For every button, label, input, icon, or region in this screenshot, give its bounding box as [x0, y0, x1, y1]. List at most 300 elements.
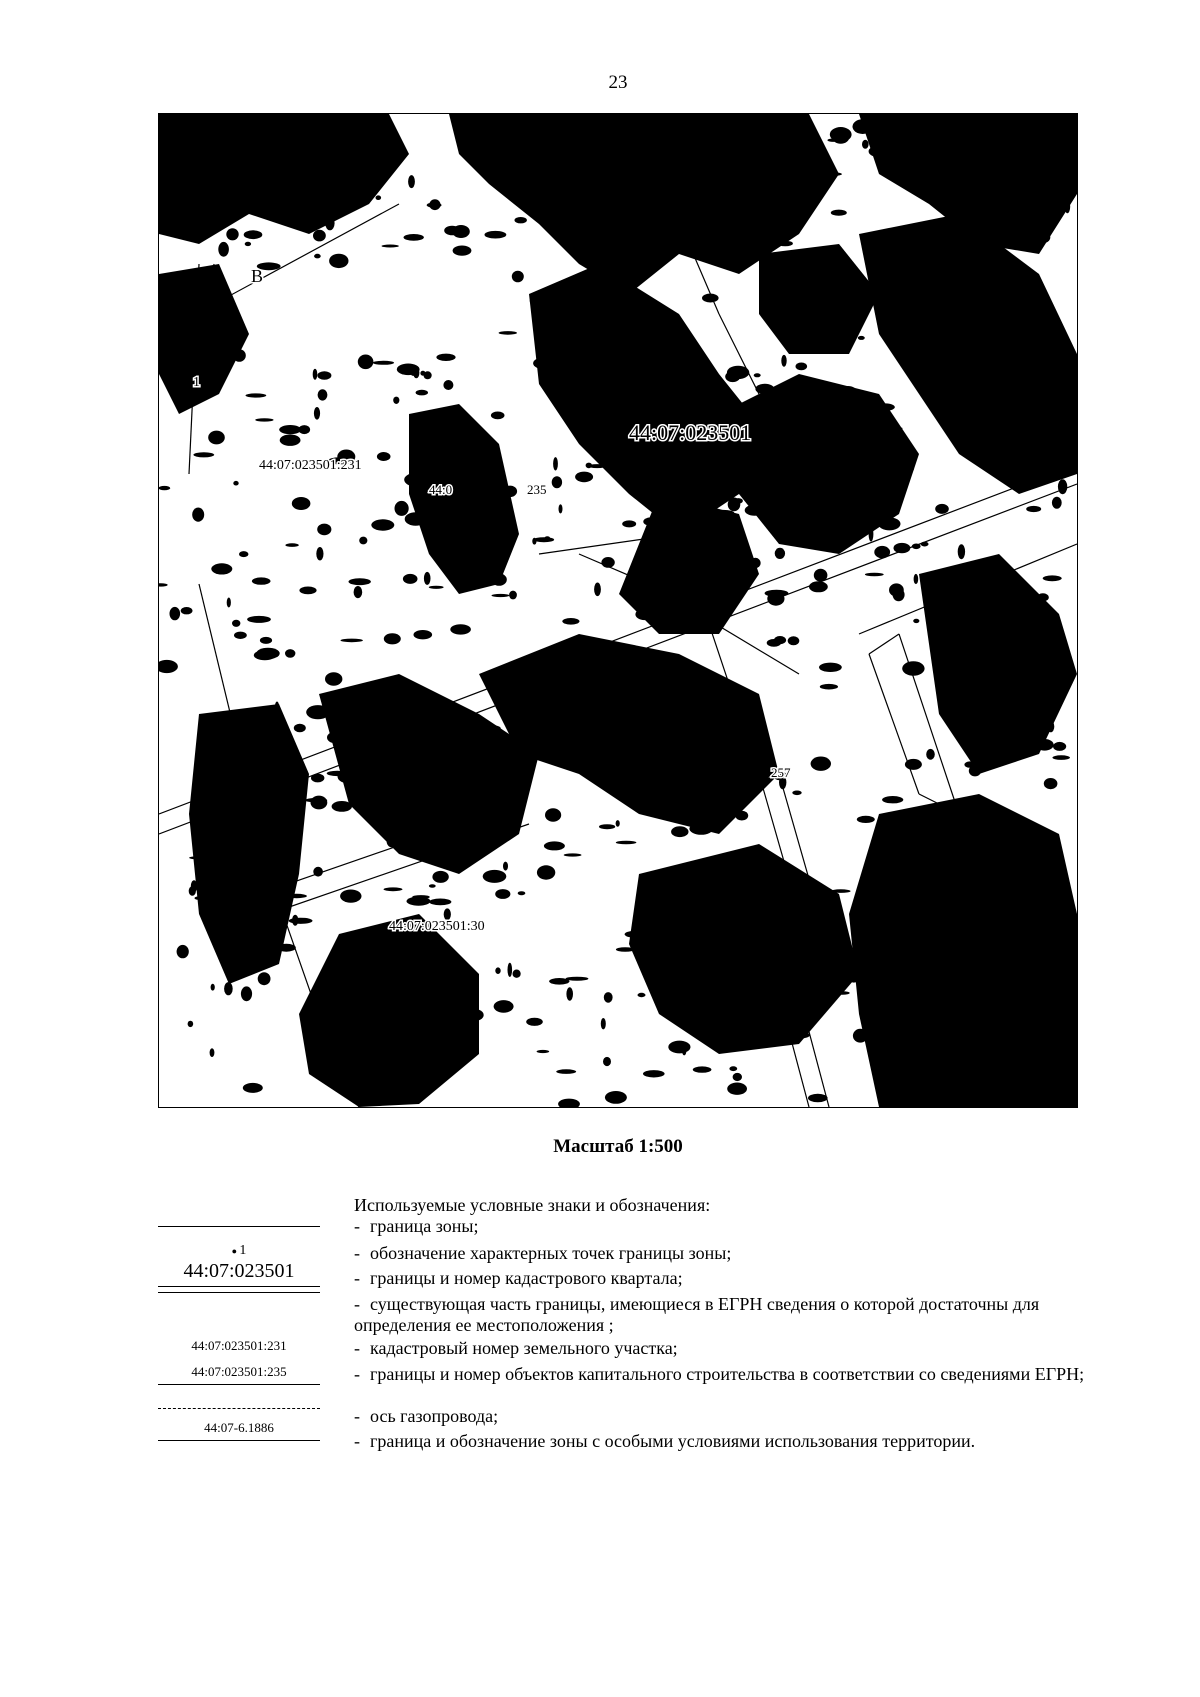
legend-symbol-gas-pipe-axis — [158, 1408, 320, 1409]
speckle — [384, 887, 403, 891]
speckle — [648, 233, 652, 237]
speckle — [514, 771, 522, 784]
speckle — [1006, 895, 1028, 902]
speckle — [494, 1000, 514, 1013]
legend-item — [354, 1216, 1134, 1237]
speckle — [211, 859, 219, 865]
speckle — [932, 334, 940, 344]
speckle — [811, 757, 831, 771]
speckle — [780, 520, 784, 525]
speckle — [993, 911, 1010, 914]
speckle — [886, 427, 903, 430]
legend-bullet: - — [354, 1364, 360, 1384]
speckle — [189, 856, 211, 859]
speckle — [652, 199, 657, 203]
speckle — [1038, 1047, 1060, 1055]
speckle — [491, 573, 506, 585]
speckle — [1043, 575, 1062, 581]
speckle — [772, 896, 787, 901]
speckle — [237, 956, 248, 963]
speckle — [170, 607, 181, 620]
speckle — [857, 945, 864, 957]
speckle — [1036, 838, 1059, 850]
speckle — [473, 555, 484, 558]
speckle — [992, 849, 997, 860]
speckle — [349, 578, 371, 585]
speckle — [554, 141, 577, 150]
speckle — [429, 899, 451, 906]
speckle — [880, 302, 896, 308]
speckle — [768, 1032, 780, 1041]
speckle — [794, 305, 815, 318]
speckle — [719, 584, 737, 595]
page-number: 23 — [608, 72, 628, 93]
speckle — [783, 214, 790, 224]
speckle — [436, 354, 455, 361]
speckle — [285, 649, 295, 658]
speckle — [616, 820, 620, 827]
speckle — [495, 967, 500, 974]
speckle — [747, 155, 768, 162]
speckle — [643, 517, 658, 525]
speckle — [189, 886, 196, 896]
speckle — [413, 367, 419, 378]
speckle — [775, 168, 791, 180]
speckle — [464, 1009, 484, 1021]
speckle — [408, 175, 415, 188]
speckle — [509, 591, 517, 600]
speckle — [728, 251, 749, 255]
speckle — [804, 333, 814, 344]
speckle — [1009, 871, 1029, 878]
speckle — [252, 577, 271, 584]
speckle — [590, 401, 600, 413]
speckle — [492, 594, 510, 597]
speckle — [976, 809, 982, 821]
speckle — [272, 801, 291, 811]
legend-symbol-zone-boundary — [158, 1226, 320, 1227]
legend-bullet: - — [354, 1243, 360, 1263]
legend-item-text: существующая часть границы, имеющиеся в ЕГРН сведения о которой достаточны для определения ее местоположения ; — [354, 1294, 1040, 1335]
speckle — [279, 425, 301, 434]
speckle — [530, 296, 542, 307]
speckle — [966, 844, 981, 856]
speckle — [668, 741, 679, 751]
speckle — [635, 609, 653, 621]
speckle — [395, 501, 409, 516]
speckle — [881, 492, 905, 495]
speckle — [483, 870, 507, 883]
speckle — [425, 1000, 438, 1005]
speckle — [616, 841, 637, 845]
speckle — [210, 1048, 215, 1057]
speckle — [559, 504, 563, 513]
speckle — [554, 222, 561, 227]
speckle — [836, 312, 848, 326]
speckle — [972, 323, 995, 331]
speckle — [254, 199, 263, 212]
speckle — [218, 242, 229, 257]
speckle — [266, 940, 272, 945]
speckle — [414, 630, 433, 639]
speckle — [1021, 284, 1033, 298]
speckle — [424, 371, 432, 379]
legend-bullet: - — [354, 1338, 360, 1358]
speckle — [227, 598, 231, 608]
speckle — [788, 636, 800, 645]
speckle — [926, 1082, 935, 1095]
speckle — [910, 462, 915, 471]
speckle — [686, 372, 701, 380]
speckle — [787, 437, 803, 445]
speckle — [556, 1069, 576, 1074]
speckle — [702, 455, 723, 469]
speckle — [743, 858, 759, 868]
speckle — [355, 989, 361, 1002]
speckle — [354, 586, 363, 598]
speckle — [306, 705, 329, 719]
speckle — [977, 841, 991, 846]
speckle — [177, 945, 189, 958]
speckle — [981, 900, 994, 904]
speckle — [377, 452, 391, 461]
speckle — [323, 184, 332, 193]
speckle — [388, 707, 394, 716]
speckle — [697, 966, 707, 969]
speckle — [993, 413, 1017, 426]
speckle — [1053, 742, 1066, 751]
speckle — [602, 345, 612, 358]
speckle — [1047, 895, 1065, 908]
speckle — [929, 836, 935, 847]
speckle — [671, 390, 694, 395]
speckle — [732, 572, 742, 581]
speckle — [776, 436, 782, 442]
speckle — [453, 246, 472, 256]
speckle — [657, 336, 663, 349]
speckle — [265, 649, 272, 658]
speckle — [629, 148, 633, 161]
speckle — [1058, 479, 1067, 494]
speckle — [452, 225, 470, 238]
speckle — [918, 1065, 922, 1070]
speckle — [893, 588, 905, 601]
speckle — [809, 918, 829, 930]
speckle — [681, 152, 704, 157]
speckle — [384, 633, 401, 644]
speckle — [159, 486, 170, 490]
speckle — [681, 795, 687, 809]
speckle — [1049, 142, 1061, 150]
speckle — [211, 984, 215, 991]
legend-symbol-parcel-number: 44:07:023501:231 — [191, 1338, 287, 1353]
speckle — [643, 139, 658, 153]
speckle — [642, 454, 647, 459]
point-dot-icon: ● — [231, 1246, 240, 1256]
speckle — [495, 889, 510, 899]
speckle — [387, 781, 402, 791]
speckle — [878, 517, 900, 530]
scale-label: Масштаб 1:500 — [553, 1136, 683, 1157]
speckle — [601, 1018, 606, 1029]
speckle — [181, 607, 193, 614]
speckle — [979, 571, 995, 574]
speckle — [275, 702, 279, 712]
speckle — [808, 1094, 828, 1103]
speckle — [318, 389, 328, 400]
speckle — [478, 725, 501, 731]
speckle — [241, 986, 252, 1001]
speckle — [1047, 721, 1054, 733]
speckle — [703, 136, 714, 143]
map-frame — [158, 113, 1078, 1108]
speckle — [1044, 778, 1058, 789]
speckle — [409, 949, 415, 958]
speckle — [247, 616, 271, 623]
speckle — [956, 831, 971, 845]
speckle — [937, 604, 948, 607]
parcel-label-235-suffix: 235 — [527, 482, 547, 497]
legend-symbol-zone-line — [158, 1440, 320, 1441]
speckle — [935, 504, 949, 514]
speckle — [294, 724, 306, 733]
speckle — [567, 737, 584, 743]
speckle — [414, 1052, 425, 1055]
speckle — [553, 457, 558, 470]
speckle — [687, 478, 700, 487]
speckle — [257, 143, 265, 158]
speckle — [599, 824, 615, 829]
speckle — [371, 519, 394, 530]
speckle — [642, 669, 650, 675]
speckle — [341, 639, 363, 643]
speckle — [876, 242, 891, 250]
speckle — [911, 322, 933, 334]
speckle — [676, 510, 686, 523]
speckle — [734, 498, 743, 504]
speckle — [1031, 231, 1048, 243]
speckle — [831, 889, 851, 893]
speckle — [962, 434, 968, 437]
legend-item — [354, 1431, 1134, 1452]
speckle — [696, 525, 700, 532]
speckle — [853, 1029, 868, 1043]
speckle — [537, 744, 558, 752]
speckle — [299, 587, 316, 595]
speckle — [313, 369, 318, 380]
speckle — [972, 431, 985, 439]
speckle — [650, 703, 660, 717]
parcel-label-231: 44:07:023501:231 — [259, 458, 362, 473]
speckle — [566, 987, 573, 1000]
legend-symbol-building-number: 44:07:023501:235 — [191, 1364, 287, 1379]
speckle — [1035, 730, 1040, 743]
speckle — [233, 481, 238, 486]
speckle — [432, 871, 448, 883]
speckle — [604, 992, 613, 1003]
speckle — [767, 217, 776, 221]
speckle — [996, 382, 1001, 385]
speckle — [689, 823, 713, 835]
speckle — [1034, 898, 1046, 906]
speckle — [839, 386, 856, 396]
speckle — [840, 956, 855, 971]
speckle — [329, 254, 348, 268]
speckle — [287, 894, 307, 898]
speckle — [404, 473, 426, 486]
speckle — [983, 229, 991, 233]
speckle — [394, 980, 416, 993]
legend-item-text: границы и номер объектов капитального строительства в соответствии со сведениями ЕГРН; — [370, 1364, 1085, 1384]
speckle — [831, 210, 847, 216]
speckle — [544, 841, 565, 850]
speckle — [766, 163, 774, 170]
speckle — [695, 909, 711, 917]
speckle — [609, 744, 624, 748]
legend-symbol-quarter-number: 44:07:023501 — [183, 1260, 295, 1282]
speckle — [508, 963, 513, 977]
speckle — [552, 352, 558, 359]
legend-item — [354, 1338, 1134, 1359]
speckle — [244, 230, 263, 239]
speckle — [316, 131, 321, 143]
speckle — [791, 1032, 810, 1039]
speckle — [984, 617, 993, 620]
speckle — [319, 139, 342, 152]
speckle — [373, 361, 394, 365]
speckle — [738, 127, 755, 134]
speckle — [1049, 334, 1065, 339]
speckle — [603, 1057, 611, 1066]
legend-item-text: кадастровый номер земельного участка; — [370, 1338, 678, 1358]
speckle — [243, 1083, 263, 1093]
speckle — [314, 254, 321, 259]
speckle — [188, 1021, 194, 1027]
speckle — [246, 393, 267, 397]
speckle — [792, 791, 801, 796]
speckle — [888, 936, 905, 949]
speckle — [424, 572, 431, 585]
speckle — [1041, 340, 1047, 349]
legend-item — [354, 1364, 1134, 1385]
speckle — [224, 982, 233, 995]
speckle — [401, 686, 417, 694]
legend-item-text: обозначение характерных точек границы зоны; — [370, 1243, 732, 1263]
speckle — [566, 977, 589, 981]
speckle — [1016, 884, 1021, 895]
speckle — [387, 835, 397, 848]
speckle — [962, 271, 978, 285]
speckle — [865, 573, 884, 576]
speckle — [403, 1073, 421, 1076]
speckle — [340, 890, 361, 903]
speckle — [463, 118, 470, 128]
speckle — [228, 885, 239, 894]
speckle — [587, 354, 598, 368]
speckle — [226, 228, 238, 240]
speckle — [853, 119, 873, 134]
speckle — [990, 732, 995, 737]
speckle — [542, 304, 566, 309]
speckle — [646, 595, 666, 602]
speckle — [552, 476, 562, 488]
speckle — [689, 987, 701, 1001]
speckle — [575, 472, 593, 483]
speckle — [702, 567, 722, 580]
speckle — [886, 905, 895, 910]
speckle — [969, 961, 974, 976]
speckle — [971, 715, 979, 728]
speckle — [849, 462, 866, 466]
speckle — [914, 574, 919, 584]
speckle — [796, 363, 808, 371]
speckle — [513, 970, 521, 978]
speckle — [491, 412, 505, 420]
speckle — [532, 538, 536, 545]
speckle — [537, 865, 555, 879]
speckle — [515, 217, 527, 223]
speckle — [614, 383, 630, 387]
speckle — [234, 632, 247, 639]
speckle — [1024, 597, 1035, 601]
speckle — [446, 961, 466, 972]
speckle — [637, 338, 646, 342]
speckle — [168, 196, 183, 209]
speckle — [662, 137, 672, 144]
speckle — [913, 619, 919, 623]
speckle — [314, 407, 320, 420]
speckle — [481, 484, 490, 491]
speckle — [823, 454, 829, 457]
speckle — [701, 734, 716, 738]
speckle — [956, 617, 976, 624]
legend-title: Используемые условные знаки и обозначения: — [354, 1195, 711, 1215]
speckle — [443, 380, 453, 390]
speckle — [693, 677, 710, 681]
speckle — [503, 486, 517, 497]
speckle — [958, 544, 965, 559]
speckle — [718, 124, 737, 138]
speckle — [671, 723, 689, 737]
legend-symbol-zone-number: 44:07-6.1886 — [204, 1420, 274, 1435]
speckle — [720, 804, 724, 814]
speckle — [727, 1083, 747, 1095]
speckle — [754, 373, 761, 377]
speckle — [1017, 325, 1034, 334]
speckle — [969, 765, 981, 776]
speckle — [765, 190, 780, 203]
speckle — [990, 946, 1005, 949]
speckle — [1021, 833, 1032, 845]
speckle — [338, 770, 355, 783]
legend-bullet: - — [354, 1406, 360, 1426]
legend-item-text: ось газопровода; — [370, 1406, 499, 1426]
legend-bullet: - — [354, 1268, 360, 1288]
speckle — [393, 397, 399, 404]
speckle — [827, 139, 838, 142]
speckle — [978, 188, 992, 202]
speckle — [192, 508, 204, 522]
speckle — [167, 174, 173, 184]
speckle — [643, 1070, 665, 1077]
speckle — [253, 719, 271, 727]
speckle — [564, 853, 582, 856]
speckle — [1053, 755, 1070, 760]
speckle — [254, 650, 276, 660]
speckle — [775, 548, 785, 559]
speckle — [382, 245, 399, 248]
speckle — [317, 524, 331, 536]
